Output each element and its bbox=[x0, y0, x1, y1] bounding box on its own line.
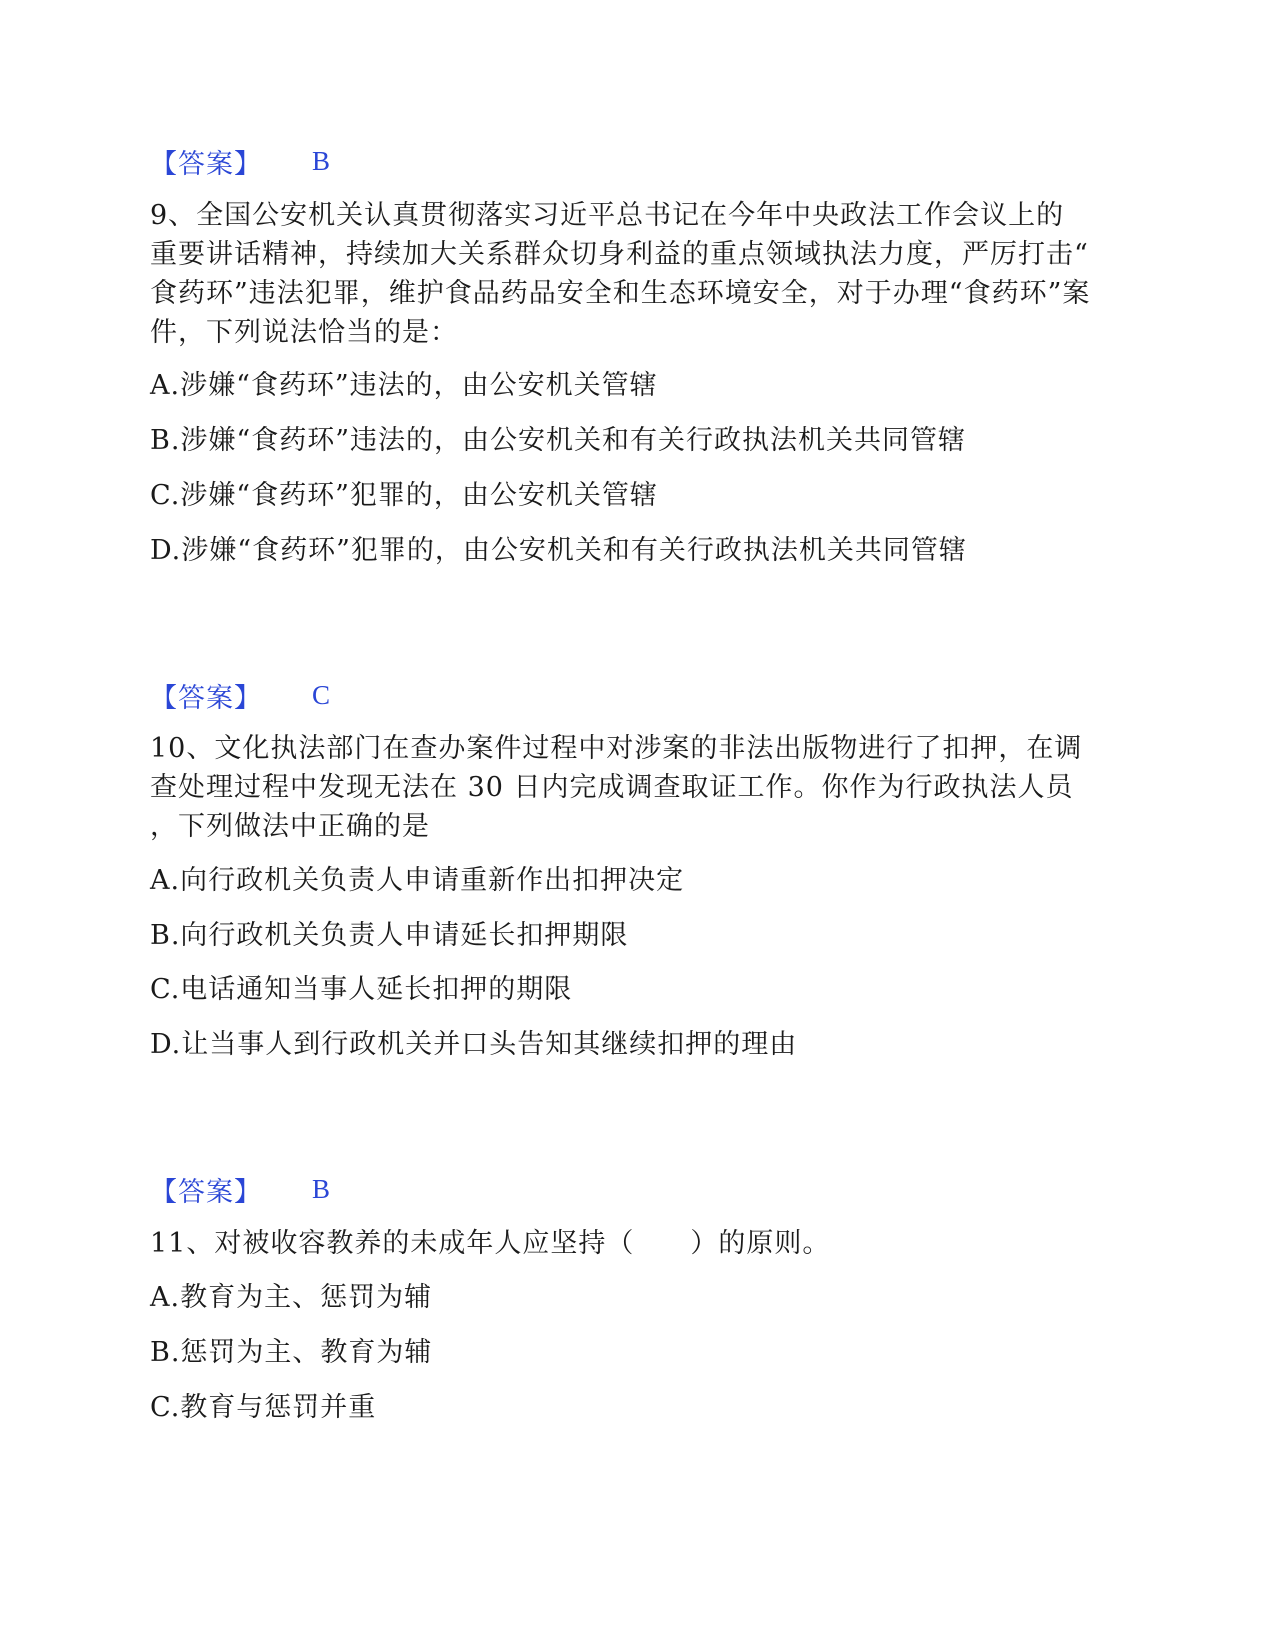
answer-value: B bbox=[312, 1173, 331, 1204]
question-line: 查处理过程中发现无法在 30 日内完成调查取证工作。你作为行政执法人员 bbox=[150, 772, 1074, 803]
question-line: ，下列做法中正确的是 bbox=[150, 811, 430, 842]
question-line: 食药环”违法犯罪，维护食品药品安全和生态环境安全，对于办理“食药环”案 bbox=[150, 278, 1091, 309]
question-line: 件，下列说法恰当的是： bbox=[150, 317, 458, 348]
answer-line bbox=[150, 1169, 330, 1209]
question-9-option-b: B.涉嫌“食药环”违法的，由公安机关和有关行政执法机关共同管辖 bbox=[150, 425, 967, 456]
question-10-option-a: A.向行政机关负责人申请重新作出扣押决定 bbox=[150, 865, 685, 896]
question-11-option-c: C.教育与惩罚并重 bbox=[150, 1392, 377, 1423]
question-9-option-a: A.涉嫌“食药环”违法的，由公安机关管辖 bbox=[150, 370, 658, 401]
answer-label: 【答案】 bbox=[150, 1176, 262, 1208]
answer-line bbox=[150, 141, 330, 181]
question-10-option-b: B.向行政机关负责人申请延长扣押期限 bbox=[150, 920, 629, 951]
answer-label: 【答案】 bbox=[150, 148, 262, 180]
question-11-option-b: B.惩罚为主、教育为辅 bbox=[150, 1337, 433, 1368]
answer-value: C bbox=[312, 679, 331, 710]
question-line: 重要讲话精神，持续加大关系群众切身利益的重点领域执法力度，严厉打击“ bbox=[150, 239, 1089, 270]
question-line: 10、文化执法部门在查办案件过程中对涉案的非法出版物进行了扣押，在调 bbox=[150, 733, 1083, 764]
answer-line bbox=[150, 675, 330, 715]
question-10-option-c: C.电话通知当事人延长扣押的期限 bbox=[150, 974, 573, 1005]
question-11-stem bbox=[150, 1224, 1120, 1263]
question-10-stem bbox=[150, 729, 1120, 846]
answer-label: 【答案】 bbox=[150, 682, 262, 714]
question-9-option-c: C.涉嫌“食药环”犯罪的，由公安机关管辖 bbox=[150, 480, 658, 511]
question-11-option-a: A.教育为主、惩罚为辅 bbox=[150, 1282, 433, 1313]
question-9-stem bbox=[150, 196, 1120, 352]
question-line: 9、全国公安机关认真贯彻落实习近平总书记在今年中央政法工作会议上的 bbox=[150, 200, 1065, 231]
question-10-option-d: D.让当事人到行政机关并口头告知其继续扣押的理由 bbox=[150, 1029, 798, 1060]
question-line: 11、对被收容教养的未成年人应坚持（ ）的原则。 bbox=[150, 1228, 831, 1259]
question-9-option-d: D.涉嫌“食药环”犯罪的，由公安机关和有关行政执法机关共同管辖 bbox=[150, 535, 967, 566]
answer-value: B bbox=[312, 145, 331, 176]
